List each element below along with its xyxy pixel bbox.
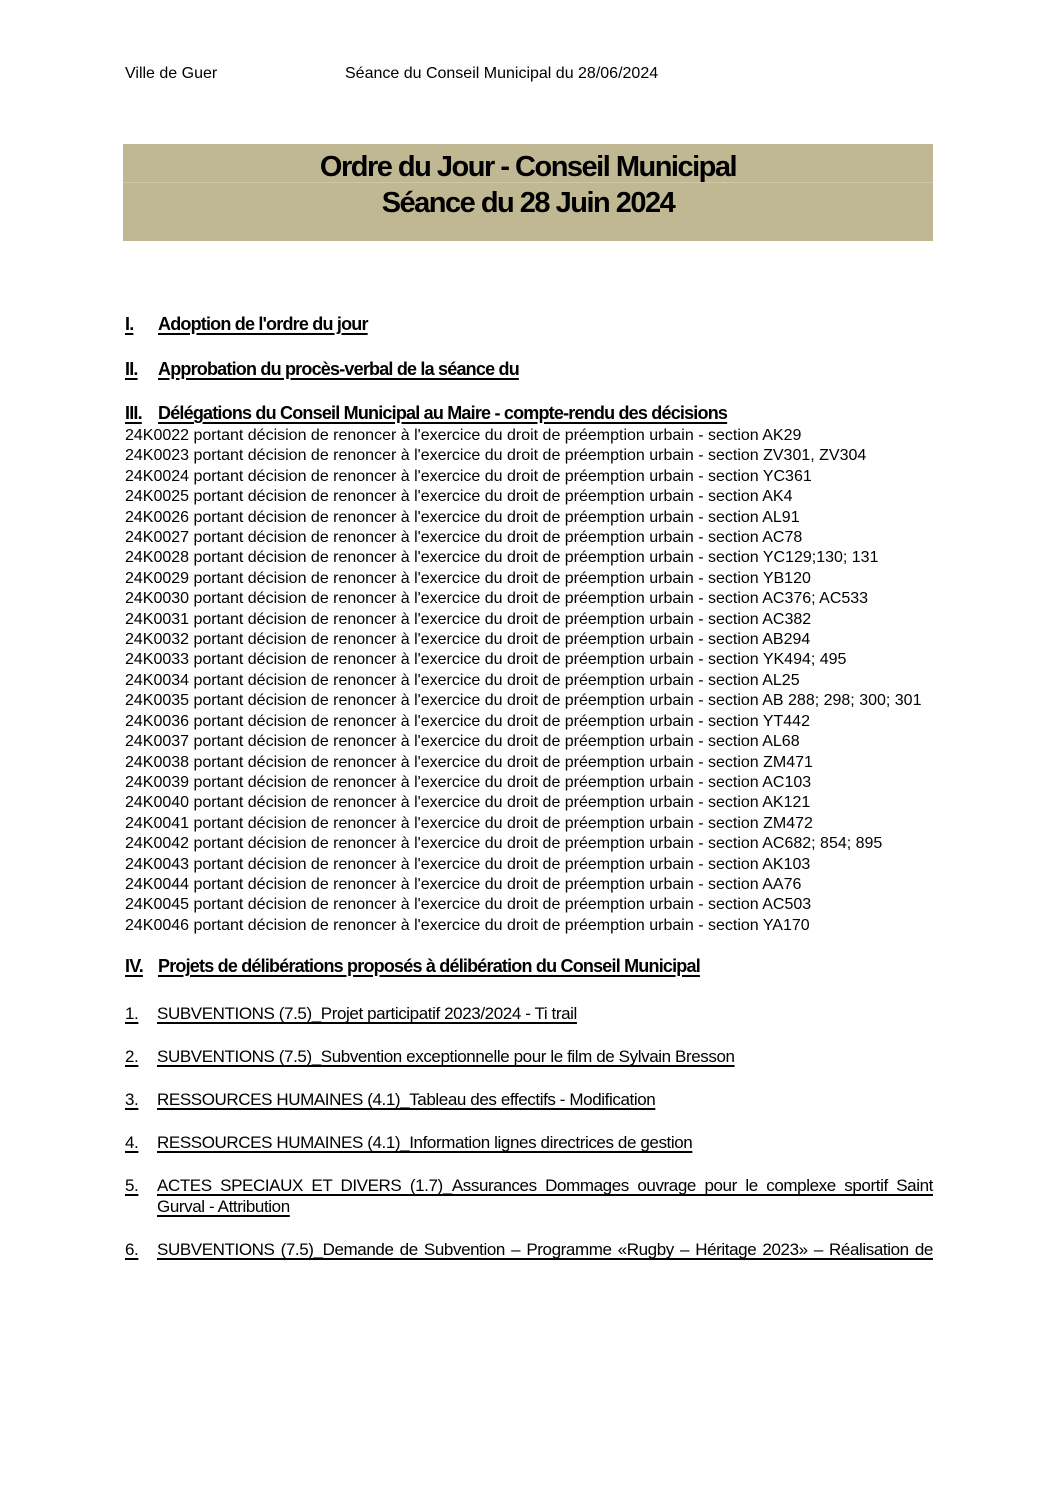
decision-line: 24K0043 portant décision de renoncer à l'exercice du droit de préemption urbain - section AK103	[125, 855, 811, 873]
section-title: Approbation du procès-verbal de la séance du	[158, 359, 519, 379]
decision-line: 24K0040 portant décision de renoncer à l'exercice du droit de préemption urbain - section AK121	[125, 794, 811, 812]
banner-title: Ordre du Jour - Conseil Municipal	[319, 151, 737, 183]
decision-line: 24K0022 portant décision de renoncer à l'exercice du droit de préemption urbain - section AK29	[125, 427, 802, 444]
decision-line: 24K0028 portant décision de renoncer à l'exercice du droit de préemption urbain - section YC129;130; 131	[125, 549, 879, 567]
decision-line: 24K0045 portant décision de renoncer à l'exercice du droit de préemption urbain - section AC503	[125, 896, 812, 914]
section-title: Délégations du Conseil Municipal au Maire - compte-rendu des décisions	[158, 403, 728, 423]
agenda-item-number: 3.	[125, 1090, 139, 1110]
decision-line: 24K0024 portant décision de renoncer à l'exercice du droit de préemption urbain - section YC361	[125, 467, 812, 485]
decision-line: 24K0044 portant décision de renoncer à l'exercice du droit de préemption urbain - section AA76	[125, 875, 802, 893]
running-header	[125, 64, 948, 83]
decision-line: 24K0031 portant décision de renoncer à l'exercice du droit de préemption urbain - section AC382	[125, 610, 812, 628]
decision-line: 24K0037 portant décision de renoncer à l'exercice du droit de préemption urbain - section AL68	[125, 733, 800, 751]
agenda-item-title: RESSOURCES HUMAINES (4.1)_Tableau des effectifs - Modification	[157, 1090, 656, 1110]
section-number: III.	[125, 403, 142, 423]
decision-line: 24K0046 portant décision de renoncer à l'exercice du droit de préemption urbain - section YA170	[125, 916, 810, 934]
decision-line: 24K0027 portant décision de renoncer à l'exercice du droit de préemption urbain - section AC78	[125, 529, 803, 547]
decision-line: 24K0038 portant décision de renoncer à l'exercice du droit de préemption urbain - section ZM471	[125, 753, 813, 771]
section-heading-delegations	[125, 402, 933, 424]
decision-line: 24K0025 portant décision de renoncer à l'exercice du droit de préemption urbain - section AK4	[125, 488, 793, 506]
section-number: II.	[125, 359, 138, 379]
decision-line: 24K0041 portant décision de renoncer à l'exercice du droit de préemption urbain - section ZM472	[125, 814, 813, 832]
decision-line: 24K0035 portant décision de renoncer à l'exercice du droit de préemption urbain - section AB 288; 298; 300; 301	[125, 692, 922, 710]
agenda-item-title: ACTES SPECIAUX ET DIVERS (1.7)_Assurances Dommages ouvrage pour le complexe sportif Saint Gurval - Attribution	[157, 1176, 933, 1217]
section-heading-projets	[125, 955, 933, 977]
section-title: Projets de délibérations proposés à délibération du Conseil Municipal	[158, 956, 700, 977]
title-banner	[123, 144, 933, 241]
agenda-item-title: SUBVENTIONS (7.5)_Subvention exceptionnelle pour le film de Sylvain Bresson	[157, 1047, 735, 1067]
decision-line: 24K0026 portant décision de renoncer à l'exercice du droit de préemption urbain - section AL91	[125, 508, 800, 526]
agenda-item-number: 5.	[125, 1176, 139, 1196]
decision-line: 24K0023 portant décision de renoncer à l'exercice du droit de préemption urbain - section ZV301, ZV304	[125, 447, 867, 465]
agenda-item-number: 2.	[125, 1047, 139, 1067]
agenda-item-title: RESSOURCES HUMAINES (4.1)_Information lignes directrices de gestion	[157, 1133, 693, 1153]
decision-line: 24K0039 portant décision de renoncer à l'exercice du droit de préemption urbain - section AC103	[125, 773, 812, 791]
decision-line: 24K0030 portant décision de renoncer à l'exercice du droit de préemption urbain - section AC376; AC533	[125, 590, 869, 608]
decisions-list	[125, 426, 950, 936]
agenda-item-number: 4.	[125, 1133, 139, 1153]
agenda-item	[125, 1175, 933, 1217]
agenda-item	[125, 1089, 933, 1110]
decision-line: 24K0036 portant décision de renoncer à l'exercice du droit de préemption urbain - section YT442	[125, 712, 810, 730]
section-number: I.	[125, 314, 134, 334]
header-organization: Ville de Guer	[125, 65, 218, 82]
banner-subtitle: Séance du 28 Juin 2024	[123, 182, 933, 241]
agenda-item-number: 6.	[125, 1240, 139, 1260]
agenda-item-title: SUBVENTIONS (7.5)_Demande de Subvention – Programme «Rugby – Héritage 2023» – Réalisation de	[157, 1240, 933, 1260]
agenda-items-list	[125, 1003, 933, 1260]
decision-line: 24K0042 portant décision de renoncer à l'exercice du droit de préemption urbain - section AC682; 854; 895	[125, 835, 883, 853]
agenda-item	[125, 1239, 933, 1260]
agenda-item-title: SUBVENTIONS (7.5)_Projet participatif 2023/2024 - Ti trail	[157, 1004, 577, 1024]
agenda-item	[125, 1046, 933, 1067]
decision-line: 24K0033 portant décision de renoncer à l'exercice du droit de préemption urbain - section YK494; 495	[125, 651, 847, 669]
agenda-item	[125, 1003, 933, 1024]
agenda-content	[125, 313, 933, 1282]
decision-line: 24K0029 portant décision de renoncer à l'exercice du droit de préemption urbain - section YB120	[125, 569, 811, 587]
section-title: Adoption de l'ordre du jour	[158, 314, 368, 334]
section-heading-adoption	[125, 313, 933, 335]
header-session-title: Séance du Conseil Municipal du 28/06/2024	[345, 65, 659, 82]
section-heading-approbation	[125, 358, 933, 380]
agenda-item	[125, 1132, 933, 1153]
agenda-item-number: 1.	[125, 1004, 139, 1024]
decision-line: 24K0034 portant décision de renoncer à l'exercice du droit de préemption urbain - section AL25	[125, 671, 800, 689]
decision-line: 24K0032 portant décision de renoncer à l'exercice du droit de préemption urbain - section AB294	[125, 631, 811, 649]
section-number: IV.	[125, 956, 143, 977]
